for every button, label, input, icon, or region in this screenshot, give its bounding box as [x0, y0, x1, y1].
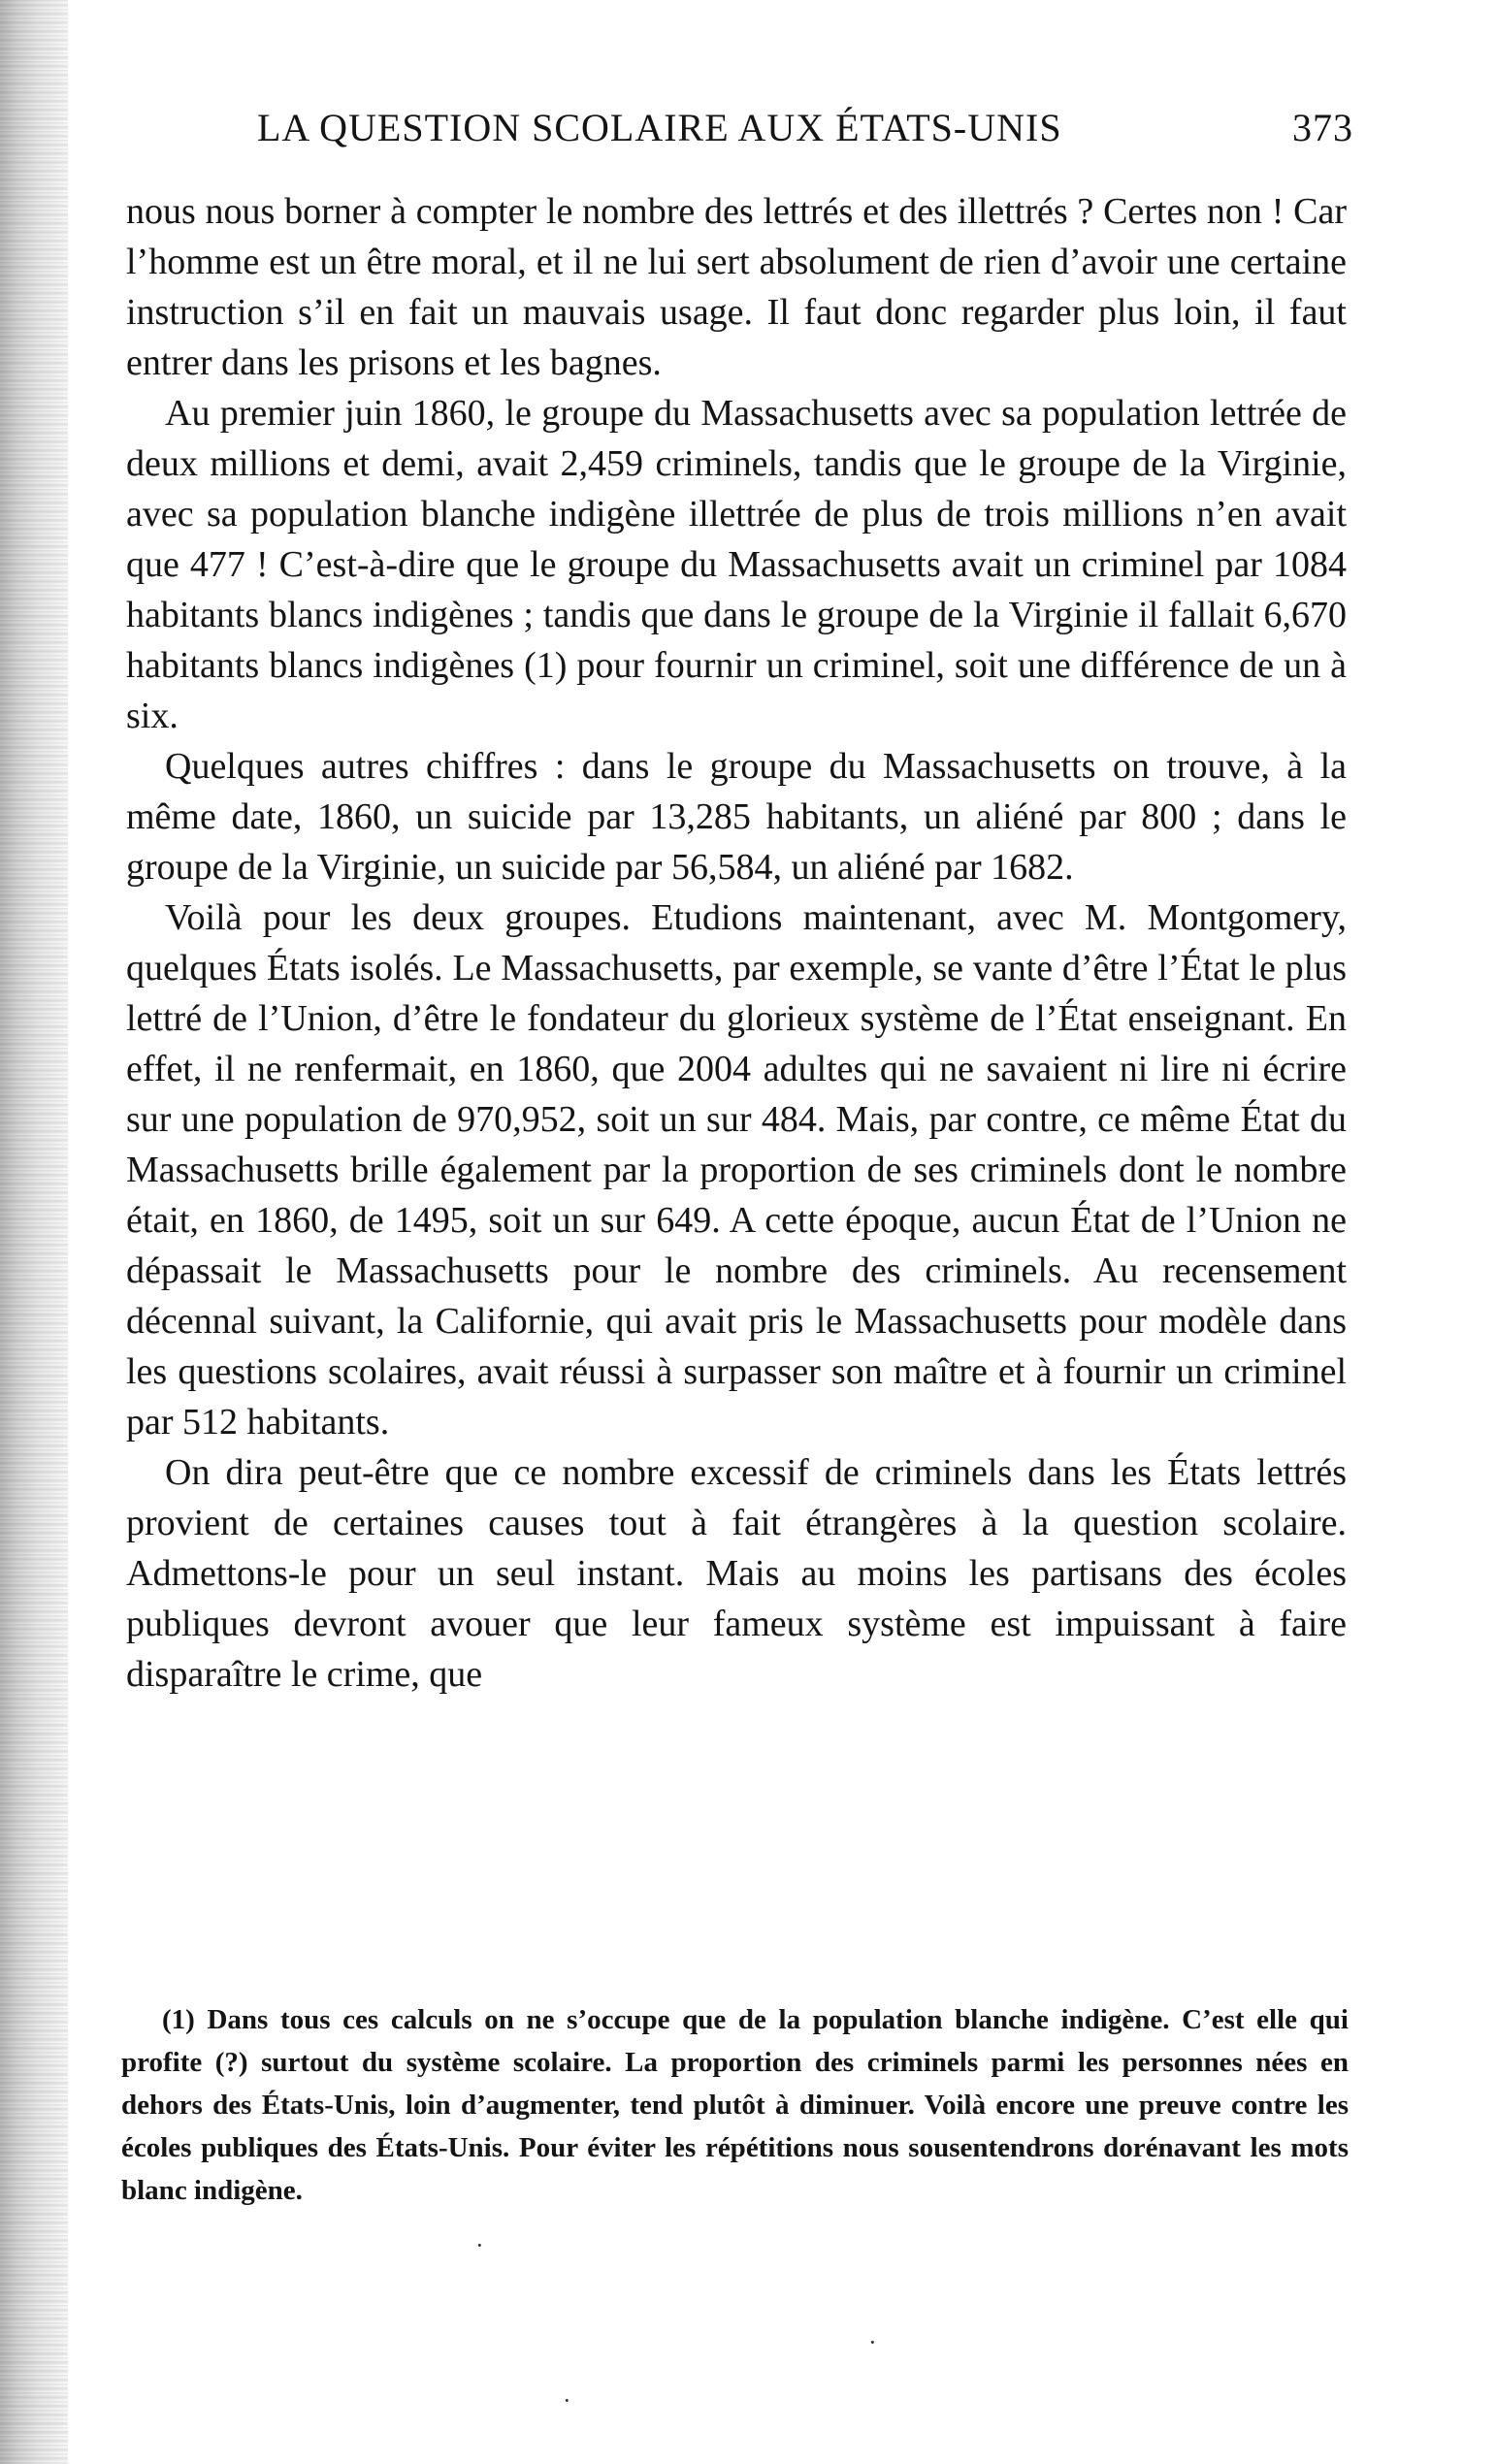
paragraph: nous nous borner à compter le nombre des lettrés et des illettrés ? Certes non ! Car l’homme est un être moral, et il ne lui sert absolument de rien d’avoir une certaine instruction s’il en fait un mauvais usage. Il faut donc regarder plus loin, il faut entrer dans les prisons et les bagnes. [126, 191, 1347, 383]
speck-mark: · [475, 2231, 484, 2259]
paragraph: On dira peut-être que ce nombre excessif de criminels dans les États lettrés provient de certaines causes tout à fait étrangères à la question scolaire. Admettons-le pour un seul instant. Mais au moins les partisans des écoles publiques devront avouer que leur fameux système est impuissant à faire disparaître le crime, que [126, 1452, 1347, 1695]
footnote [121, 1998, 1349, 2212]
scanned-page-edge [0, 0, 68, 2464]
paragraph: Au premier juin 1860, le groupe du Massachusetts avec sa population lettrée de deux millions et demi, avait 2,459 criminels, tandis que le groupe de la Virginie, avec sa population blanche indigène illettrée de plus de trois millions n’en avait que 477 ! C’est-à-dire que le groupe du Massachusetts avait un criminel par 1084 habitants blancs indigènes ; tandis que dans le groupe de la Virginie il fallait 6,670 habitants blancs indigènes (1) pour fournir un criminel, soit une différence de un à six. [126, 393, 1347, 736]
paragraph: Voilà pour les deux groupes. Etudions maintenant, avec M. Montgomery, quelques États isolés. Le Massachusetts, par exemple, se vante d’être l’État le plus lettré de l’Union, d’être le fondateur du glorieux système de l’État enseignant. En effet, il ne renfermait, en 1860, que 2004 adultes qui ne savaient ni lire ni écrire sur une population de 970,952, soit un sur 484. Mais, par contre, ce même État du Massachusetts brille également par la proportion de ses criminels dont le nombre était, en 1860, de 1495, soit un sur 649. A cette époque, aucun État de l’Union ne dépassait le Massachusetts pour le nombre des criminels. Au recensement décennal suivant, la Californie, qui avait pris le Massachusetts pour modèle dans les questions scolaires, avait réussi à surpasser son maître et à fournir un criminel par 512 habitants. [126, 897, 1347, 1443]
page-header [257, 99, 1353, 157]
speck-mark: · [868, 2328, 877, 2356]
body-text [126, 186, 1347, 1700]
page-number: 373 [1292, 106, 1353, 149]
speck-mark: · [563, 2386, 571, 2415]
footnote-text: (1) Dans tous ces calculs on ne s’occupe que de la population blanche indigène. C’est elle qui profite (?) surtout du système scolaire. La proportion des criminels parmi les personnes nées en dehors des États-Unis, loin d’augmenter, tend plutôt à diminuer. Voilà encore une preuve contre les écoles publiques des États-Unis. Pour éviter les répétitions nous sousentendrons dorénavant les mots blanc indigène. [121, 2004, 1349, 2206]
running-head: LA QUESTION SCOLAIRE AUX ÉTATS-UNIS [257, 106, 1062, 149]
paragraph: Quelques autres chiffres : dans le groupe du Massachusetts on trouve, à la même date, 1860, un suicide par 13,285 habitants, un aliéné par 800 ; dans le groupe de la Virginie, un suicide par 56,584, un aliéné par 1682. [126, 746, 1347, 888]
